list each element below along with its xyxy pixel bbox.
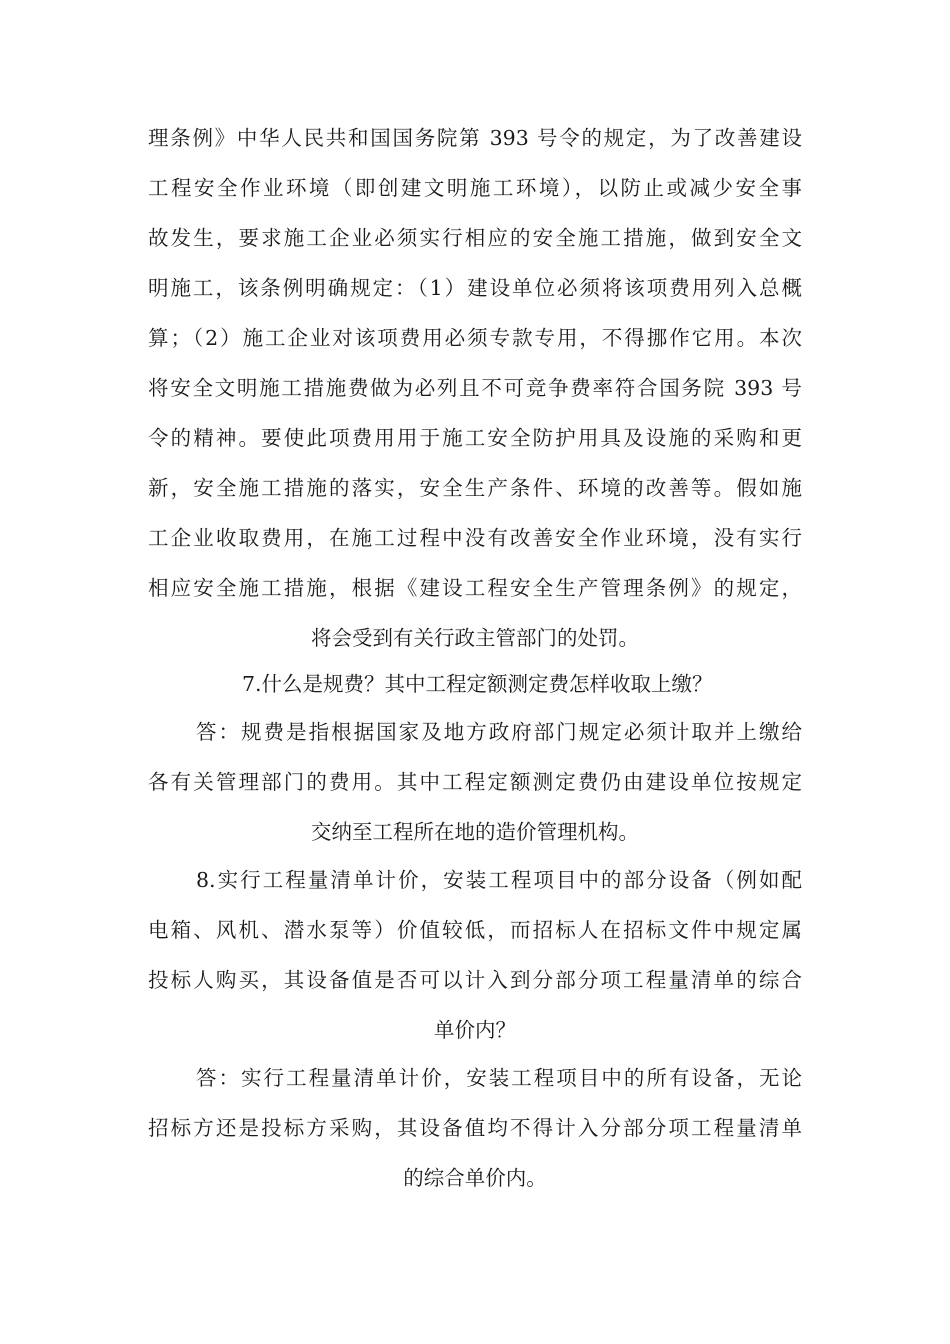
paragraph-line: 相应安全施工措施，根据《建设工程安全生产管理条例》的规定， [148, 576, 802, 600]
answer-7-last-line: 交纳至工程所在地的造价管理机构。 [311, 820, 639, 844]
question-8-line: 8.实行工程量清单计价，安装工程项目中的部分设备（例如配 [196, 868, 802, 892]
question-8-last-line: 单价内？ [434, 1018, 516, 1042]
paragraph-line: 令的精神。要使此项费用用于施工安全防护用具及设施的采购和更 [148, 426, 802, 450]
question-8-line: 投标人购买，其设备值是否可以计入到分部分项工程量清单的综合 [148, 968, 802, 992]
paragraph-line: 将安全文明施工措施费做为必列且不可竞争费率符合国务院 393 号 [148, 376, 802, 400]
paragraph-line: 新，安全施工措施的落实，安全生产条件、环境的改善等。假如施 [148, 476, 802, 500]
answer-8-line: 招标方还是投标方采购，其设备值均不得计入分部分项工程量清单 [148, 1116, 802, 1140]
paragraph-line: 算；（2）施工企业对该项费用必须专款专用，不得挪作它用。本次 [148, 326, 802, 350]
answer-8-last-line: 的综合单价内。 [403, 1166, 547, 1190]
paragraph-line: 故发生，要求施工企业必须实行相应的安全施工措施，做到安全文 [148, 226, 802, 250]
question-8-line: 电箱、风机、潜水泵等）价值较低，而招标人在招标文件中规定属 [148, 918, 802, 942]
paragraph-line: 明施工，该条例明确规定：（1）建设单位必须将该项费用列入总概 [148, 276, 802, 300]
paragraph-line: 理条例》中华人民共和国国务院第 393 号令的规定，为了改善建设 [148, 126, 802, 150]
answer-7-line: 各有关管理部门的费用。其中工程定额测定费仍由建设单位按规定 [148, 770, 802, 794]
answer-7-line: 答：规费是指根据国家及地方政府部门规定必须计取并上缴给 [196, 720, 802, 744]
answer-8-line: 答：实行工程量清单计价，安装工程项目中的所有设备，无论 [196, 1066, 802, 1090]
paragraph-last-line: 将会受到有关行政主管部门的处罚。 [311, 626, 639, 650]
question-7: 7.什么是规费？其中工程定额测定费怎样收取上缴？ [242, 672, 713, 696]
paragraph-line: 工程安全作业环境（即创建文明施工环境），以防止或减少安全事 [148, 176, 802, 200]
paragraph-line: 工企业收取费用，在施工过程中没有改善安全作业环境，没有实行 [148, 526, 802, 550]
